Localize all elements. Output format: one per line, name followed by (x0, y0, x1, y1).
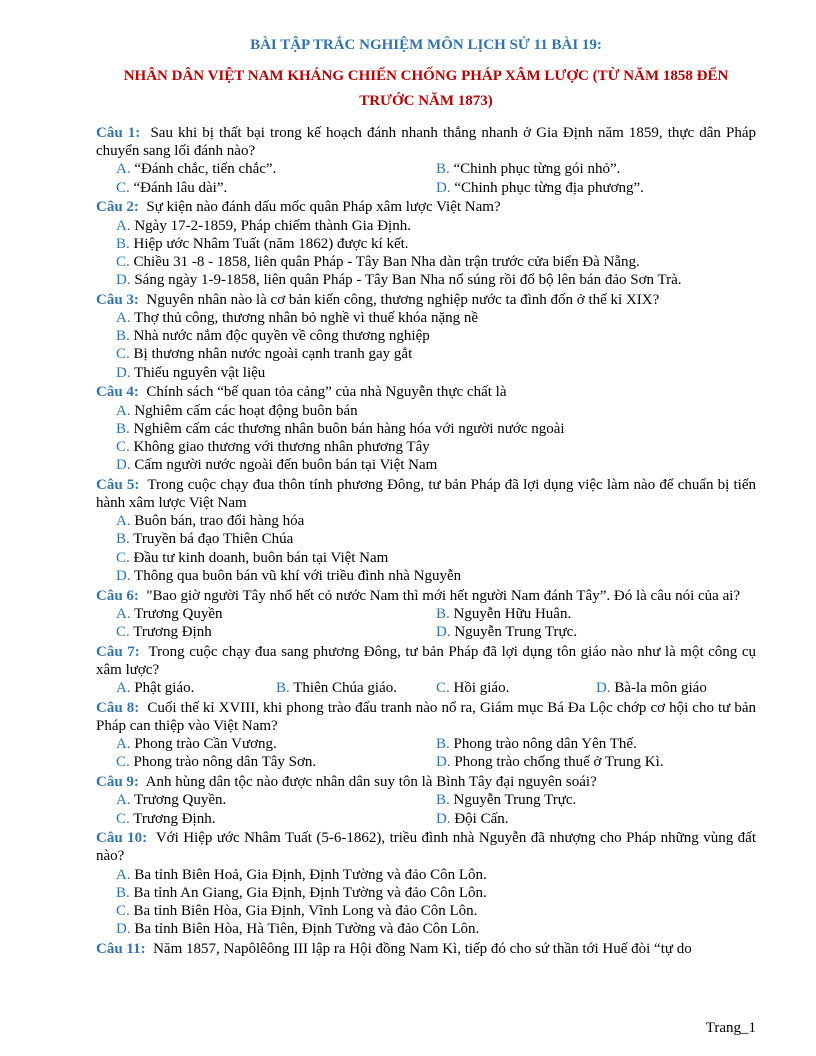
option-letter: B. (276, 680, 290, 697)
option-text: Đội Cấn. (454, 810, 509, 827)
option-row (116, 160, 756, 178)
option-letter: C. (116, 754, 130, 771)
option-text: Phong trào nông dân Tây Sơn. (133, 754, 317, 771)
option-text: Thông qua buôn bán vũ khí với triều đình nhà Nguyễn (134, 567, 462, 584)
question-number: Câu 3: (96, 291, 139, 308)
answer-option (116, 623, 436, 641)
option-text: Ba tỉnh Biên Hòa, Gia Định, Vĩnh Long và đảo Côn Lôn. (133, 903, 478, 920)
option-row (116, 902, 756, 920)
document-page (96, 36, 756, 960)
option-text: Bị thương nhân nước ngoài cạnh tranh gay gắt (133, 346, 413, 363)
question-number: Câu 7: (96, 643, 140, 660)
option-row (116, 791, 756, 809)
answer-option (116, 345, 756, 363)
option-letter: D. (436, 810, 451, 827)
option-text: Phong trào nông dân Yên Thế. (453, 736, 637, 753)
option-row (116, 735, 756, 753)
option-text: Nguyễn Trung Trực. (454, 623, 578, 640)
answer-option (116, 920, 756, 938)
option-letter: B. (116, 420, 130, 437)
answer-option (116, 160, 436, 178)
question-number: Câu 4: (96, 384, 139, 401)
question-number: Câu 8: (96, 699, 140, 716)
option-text: Nhà nước nắm độc quyền về công thương nghiệp (133, 328, 430, 345)
option-letter: C. (436, 680, 450, 697)
option-letter: C. (116, 623, 130, 640)
option-letter: D. (116, 364, 131, 381)
option-letter: A. (116, 310, 131, 327)
option-letter: A. (116, 866, 131, 883)
answer-option (436, 679, 596, 697)
answer-options (96, 512, 756, 585)
answer-option (116, 327, 756, 345)
option-letter: A. (116, 402, 131, 419)
question-block (96, 587, 756, 642)
answer-option (116, 567, 756, 585)
option-letter: A. (116, 605, 131, 622)
option-letter: B. (436, 792, 450, 809)
option-text: Thiếu nguyên vật liệu (134, 364, 266, 381)
option-text: Hiệp ước Nhâm Tuất (năm 1862) được kí kết. (133, 235, 409, 252)
option-text: Ngày 17-2-1859, Pháp chiếm thành Gia Định. (134, 217, 411, 234)
answer-options (96, 791, 756, 827)
answer-option (116, 549, 756, 567)
option-row (116, 753, 756, 771)
question-text: Trong cuộc chạy đua sang phương Đông, tư bản Pháp đã lợi dụng tôn giáo nào như là một công cụ xâm lược? (96, 643, 757, 678)
option-letter: A. (116, 513, 131, 530)
option-row (116, 309, 756, 327)
option-row (116, 364, 756, 382)
answer-option (276, 679, 436, 697)
answer-option (116, 235, 756, 253)
option-text: Bà-la môn giáo (614, 680, 707, 697)
option-row (116, 679, 756, 697)
answer-option (116, 735, 436, 753)
option-text: Ba tỉnh Biên Hòa, Hà Tiên, Định Tường và đảo Côn Lôn. (134, 921, 480, 938)
question-stem (96, 383, 756, 401)
option-letter: D. (596, 680, 611, 697)
page-number: Trang_1 (705, 1020, 756, 1036)
answer-option (116, 753, 436, 771)
option-letter: A. (116, 217, 131, 234)
option-letter: A. (116, 736, 131, 753)
option-text: Chiều 31 -8 - 1858, liên quân Pháp - Tây Ban Nha dàn trận trước cửa biển Đà Nẵng. (133, 253, 640, 270)
question-number: Câu 10: (96, 830, 148, 847)
option-text: Hồi giáo. (453, 680, 510, 697)
option-text: Nguyễn Hữu Huân. (453, 605, 572, 622)
option-row (116, 623, 756, 641)
question-text: Với Hiệp ước Nhâm Tuất (5-6-1862), triều đình nhà Nguyễn đã nhượng cho Pháp những vùng đất nào? (96, 830, 756, 865)
option-letter: D. (116, 921, 131, 938)
option-text: Trương Quyền (134, 605, 223, 622)
question-number: Câu 11: (96, 940, 146, 957)
option-letter: B. (116, 328, 130, 345)
option-text: Nghiêm cấm các hoạt động buôn bán (134, 402, 358, 419)
question-stem (96, 940, 756, 958)
answer-option (116, 679, 276, 697)
option-text: Truyền bá đạo Thiên Chúa (133, 531, 294, 548)
option-row (116, 810, 756, 828)
answer-option (436, 179, 756, 197)
option-row (116, 530, 756, 548)
answer-option (436, 735, 756, 753)
answer-option (436, 753, 756, 771)
option-text: Trương Quyền. (134, 792, 227, 809)
option-row (116, 920, 756, 938)
question-number: Câu 6: (96, 587, 139, 604)
question-text: Chính sách “bế quan tỏa cảng” của nhà Nguyễn thực chất là (146, 384, 507, 401)
option-text: Phật giáo. (134, 680, 195, 697)
question-text: Sau khi bị thất bại trong kế hoạch đánh nhanh thắng nhanh ở Gia Định năm 1859, thực dân Pháp chuyển sang lối đánh nào? (96, 125, 757, 160)
option-row (116, 327, 756, 345)
document-title: BÀI TẬP TRẮC NGHIỆM MÔN LỊCH SỬ 11 BÀI 19: (250, 37, 602, 53)
option-text: Cấm người nước ngoài đến buôn bán tại Việt Nam (134, 457, 438, 474)
question-stem (96, 829, 756, 865)
option-row (116, 402, 756, 420)
option-letter: C. (116, 810, 130, 827)
answer-options (96, 679, 756, 697)
option-letter: B. (116, 531, 130, 548)
answer-option (116, 810, 436, 828)
option-text: Phong trào chống thuế ở Trung Kì. (454, 754, 664, 771)
option-letter: C. (116, 253, 130, 270)
option-letter: D. (116, 272, 131, 289)
option-row (116, 345, 756, 363)
question-text: Trong cuộc chạy đua thôn tính phương Đông, tư bản Pháp đã lợi dụng việc làm nào để chuẩn bị tiến hành xâm lược Việt Nam (96, 476, 757, 512)
option-letter: B. (436, 736, 450, 753)
option-row (116, 420, 756, 438)
option-row (116, 271, 756, 289)
question-block (96, 829, 756, 938)
question-number: Câu 2: (96, 199, 139, 216)
option-letter: B. (116, 235, 130, 252)
option-letter: C. (116, 903, 130, 920)
answer-option (116, 179, 436, 197)
question-block (96, 124, 756, 197)
question-stem (96, 476, 756, 512)
answer-option (116, 253, 756, 271)
question-number: Câu 9: (96, 774, 139, 791)
option-row (116, 456, 756, 474)
option-letter: D. (436, 179, 451, 196)
question-text: Anh hùng dân tộc nào được nhân dân suy tôn là Bình Tây đại nguyên soái? (145, 774, 597, 791)
answer-option (116, 884, 756, 902)
answer-option (116, 402, 756, 420)
option-row (116, 549, 756, 567)
question-text: "Bao giờ người Tây nhổ hết cỏ nước Nam thì mới hết người Nam đánh Tây”. Đó là câu nói của ai? (146, 587, 741, 604)
option-letter: D. (116, 457, 131, 474)
option-text: Nghiêm cấm các thương nhân buôn bán hàng hóa với người nước ngoài (133, 420, 565, 437)
answer-option (116, 791, 436, 809)
answer-option (596, 679, 756, 697)
question-stem (96, 773, 756, 791)
option-row (116, 217, 756, 235)
answer-options (96, 605, 756, 641)
option-row (116, 235, 756, 253)
answer-options (96, 160, 756, 196)
question-text: Cuối thế kỉ XVIII, khi phong trào đấu tranh nào nổ ra, Giám mục Bá Đa Lộc chớp cơ hội cho tư bản Pháp can thiệp vào Việt Nam? (96, 699, 756, 734)
document-subtitle: NHÂN DÂN VIỆT NAM KHÁNG CHIẾN CHỐNG PHÁP XÂM LƯỢC (TỪ NĂM 1858 ĐẾN TRƯỚC NĂM 1873) (123, 68, 729, 109)
answer-option (116, 309, 756, 327)
option-text: Nguyễn Trung Trực. (453, 792, 577, 809)
option-letter: D. (436, 754, 451, 771)
question-list (96, 124, 756, 958)
option-text: Phong trào Cần Vương. (134, 736, 277, 753)
option-text: Ba tỉnh An Giang, Gia Định, Định Tường và đảo Côn Lôn. (133, 884, 487, 901)
option-letter: B. (116, 884, 130, 901)
answer-option (116, 420, 756, 438)
option-letter: A. (116, 680, 131, 697)
answer-option (116, 217, 756, 235)
answer-option (116, 866, 756, 884)
answer-option (116, 456, 756, 474)
option-letter: C. (116, 438, 130, 455)
answer-option (116, 438, 756, 456)
option-row (116, 512, 756, 530)
question-number: Câu 1: (96, 125, 141, 141)
question-number: Câu 5: (96, 476, 140, 493)
option-text: Trương Định (133, 623, 212, 640)
option-letter: A. (116, 161, 131, 178)
answer-option (436, 623, 756, 641)
question-block (96, 198, 756, 289)
answer-option (116, 530, 756, 548)
option-text: Ba tỉnh Biên Hoả, Gia Định, Định Tường và đảo Côn Lôn. (134, 866, 487, 883)
question-text: Nguyên nhân nào là cơ bản kiến công, thương nghiệp nước ta đình đốn ở thế kỉ XIX? (146, 291, 660, 308)
option-letter: C. (116, 179, 130, 196)
option-text: Trương Định. (133, 810, 216, 827)
answer-option (436, 810, 756, 828)
option-text: Không giao thương với thương nhân phương Tây (133, 438, 430, 455)
question-stem (96, 198, 756, 216)
option-text: Đầu tư kinh doanh, buôn bán tại Việt Nam (133, 549, 389, 566)
answer-option (436, 160, 756, 178)
option-text: “Đánh chắc, tiến chắc”. (134, 161, 277, 178)
option-row (116, 605, 756, 623)
option-row (116, 884, 756, 902)
answer-options (96, 866, 756, 939)
option-row (116, 179, 756, 197)
option-letter: C. (116, 549, 130, 566)
answer-options (96, 309, 756, 382)
option-row (116, 866, 756, 884)
option-row (116, 567, 756, 585)
option-letter: D. (436, 623, 451, 640)
answer-options (96, 735, 756, 771)
answer-options (96, 217, 756, 290)
question-text: Sự kiện nào đánh dấu mốc quân Pháp xâm lược Việt Nam? (146, 199, 501, 216)
answer-option (116, 902, 756, 920)
question-block (96, 643, 756, 698)
option-text: Thiên Chúa giáo. (293, 680, 397, 697)
question-stem (96, 587, 756, 605)
question-block (96, 699, 756, 772)
option-text: “Đánh lâu dài”. (133, 179, 228, 196)
question-block (96, 291, 756, 382)
option-letter: B. (436, 161, 450, 178)
option-letter: D. (116, 567, 131, 584)
option-row (116, 438, 756, 456)
option-letter: B. (436, 605, 450, 622)
option-row (116, 253, 756, 271)
option-letter: C. (116, 346, 130, 363)
answer-option (116, 271, 756, 289)
answer-option (116, 512, 756, 530)
question-block (96, 383, 756, 474)
question-stem (96, 643, 756, 679)
question-stem (96, 699, 756, 735)
question-block (96, 940, 756, 958)
question-text: Năm 1857, Napôlêông III lập ra Hội đồng Nam Kì, tiếp đó cho sứ thần tới Huế đòi “tự do (153, 940, 692, 957)
answer-option (116, 364, 756, 382)
option-text: Thợ thủ công, thương nhân bỏ nghề vì thuế khóa nặng nề (134, 310, 479, 327)
option-text: Sáng ngày 1-9-1858, liên quân Pháp - Tây Ban Nha nổ súng rồi đổ bộ lên bán đảo Sơn Trà. (134, 272, 682, 289)
question-block (96, 476, 756, 585)
question-stem (96, 291, 756, 309)
option-text: Buôn bán, trao đổi hàng hóa (134, 513, 305, 530)
question-stem (96, 124, 756, 160)
answer-option (436, 605, 756, 623)
option-text: “Chinh phục từng địa phương”. (454, 179, 644, 196)
answer-options (96, 402, 756, 475)
answer-option (116, 605, 436, 623)
answer-option (436, 791, 756, 809)
option-text: “Chinh phục từng gói nhỏ”. (453, 161, 621, 178)
question-block (96, 773, 756, 828)
option-letter: A. (116, 792, 131, 809)
